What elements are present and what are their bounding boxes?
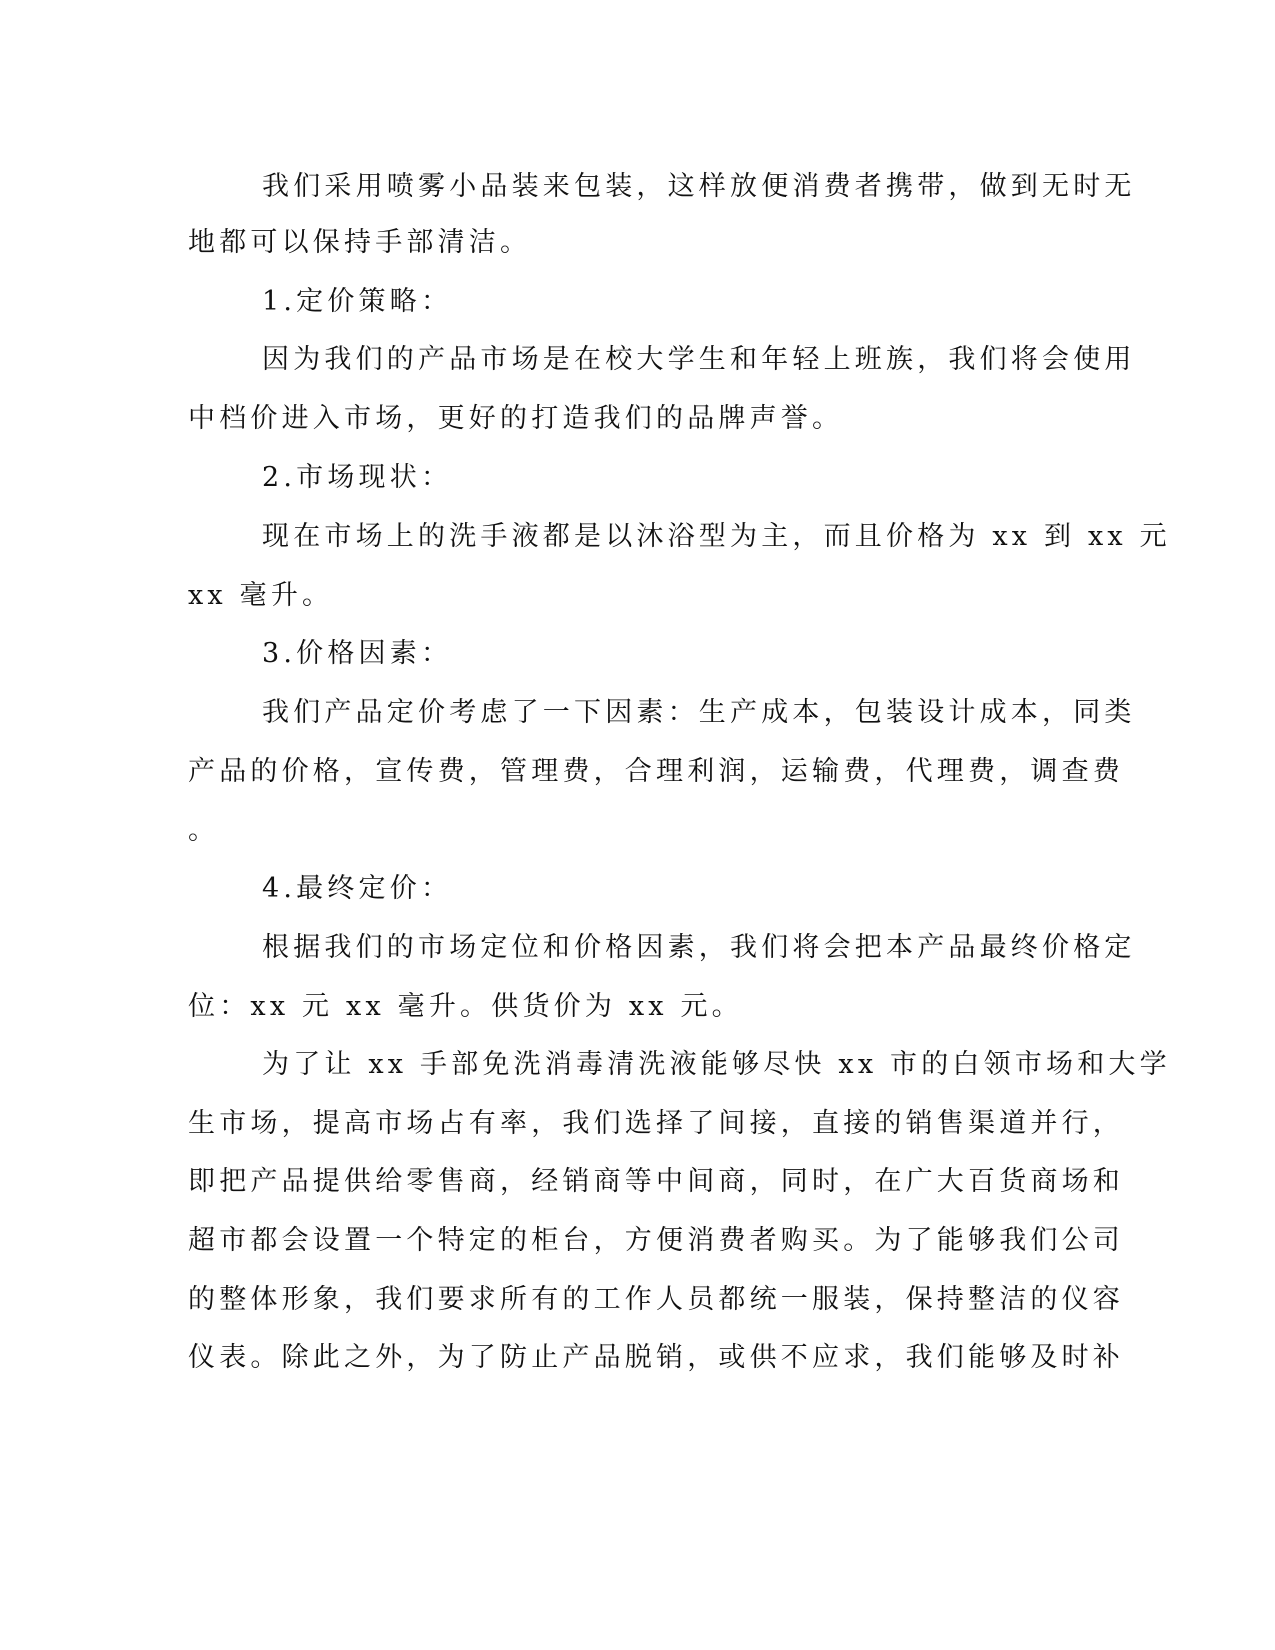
paragraph-line: 。 [188, 815, 220, 846]
paragraph-line: 地都可以保持手部清洁。 [188, 227, 532, 258]
paragraph-line: 仪表。除此之外，为了防止产品脱销，或供不应求，我们能够及时补 [188, 1342, 1124, 1373]
paragraph-line: 我们产品定价考虑了一下因素：生产成本，包装设计成本，同类 [262, 697, 1136, 728]
paragraph-line: 我们采用喷雾小品装来包装，这样放便消费者携带，做到无时无 [262, 171, 1136, 202]
section-heading: 2.市场现状： [262, 462, 453, 493]
paragraph-line: 产品的价格，宣传费，管理费，合理利润，运输费，代理费，调查费 [188, 756, 1124, 787]
paragraph-line: 为了让 xx 手部免洗消毒清洗液能够尽快 xx 市的白领市场和大学 [262, 1049, 1171, 1080]
section-heading: 4.最终定价： [262, 873, 453, 904]
section-heading: 1.定价策略： [262, 286, 453, 317]
paragraph-line: xx 毫升。 [188, 580, 334, 611]
section-heading: 3.价格因素： [262, 638, 453, 669]
paragraph-line: 中档价进入市场，更好的打造我们的品牌声誉。 [188, 403, 844, 434]
paragraph-line: 超市都会设置一个特定的柜台，方便消费者购买。为了能够我们公司 [188, 1225, 1124, 1256]
paragraph-line: 生市场，提高市场占有率，我们选择了间接，直接的销售渠道并行， [188, 1108, 1124, 1139]
paragraph-line: 现在市场上的洗手液都是以沐浴型为主，而且价格为 xx 到 xx 元 [262, 521, 1171, 552]
paragraph-line: 的整体形象，我们要求所有的工作人员都统一服装，保持整洁的仪容 [188, 1284, 1124, 1315]
paragraph-line: 因为我们的产品市场是在校大学生和年轻上班族，我们将会使用 [262, 344, 1136, 375]
paragraph-line: 位：xx 元 xx 毫升。供货价为 xx 元。 [188, 991, 743, 1022]
paragraph-line: 根据我们的市场定位和价格因素，我们将会把本产品最终价格定 [262, 932, 1136, 963]
paragraph-line: 即把产品提供给零售商，经销商等中间商，同时，在广大百货商场和 [188, 1166, 1124, 1197]
